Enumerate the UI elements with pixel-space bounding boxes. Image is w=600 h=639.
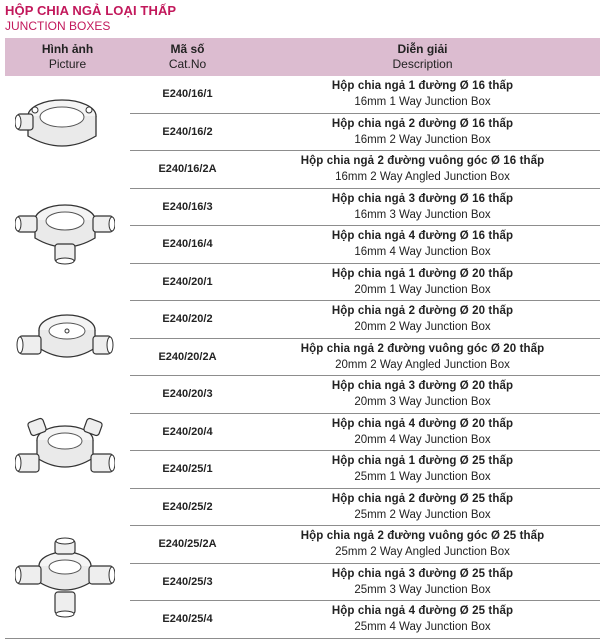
table-header: [5, 38, 600, 76]
cat-no: E240/20/2: [162, 313, 213, 326]
description: [245, 603, 600, 635]
description: [245, 191, 600, 223]
description-vi: Hộp chia ngả 4 đường Ø 20 thấp: [331, 417, 514, 430]
description-en: 25mm 3 Way Junction Box: [354, 583, 491, 596]
description-vi: Hộp chia ngả 3 đường Ø 16 thấp: [331, 192, 514, 205]
description-vi: Hộp chia ngả 1 đường Ø 16 thấp: [331, 80, 514, 92]
description: [245, 416, 600, 448]
description-vi: Hộp chia ngả 2 đường vuông góc Ø 20 thấp: [300, 342, 545, 355]
cat-no: E240/20/4: [162, 425, 213, 438]
cat-no: E240/25/2: [162, 500, 213, 513]
cat-no: E240/16/2A: [158, 163, 217, 176]
cat-no: E240/16/1: [162, 88, 213, 101]
description-en: 25mm 2 Way Angled Junction Box: [335, 546, 510, 558]
description-en: 20mm 2 Way Angled Junction Box: [335, 358, 510, 371]
description-vi: Hộp chia ngả 4 đường Ø 25 thấp: [331, 605, 514, 617]
cat-no: E240/25/3: [162, 575, 213, 588]
four-way-junction-box-icon: [15, 536, 115, 620]
cat-no: E240/25/1: [162, 463, 213, 476]
description-en: 16mm 3 Way Junction Box: [354, 208, 491, 221]
description: [245, 491, 600, 523]
description-en: 25mm 1 Way Junction Box: [354, 471, 491, 483]
description: [245, 453, 600, 485]
cat-no: E240/16/2: [162, 125, 213, 138]
description: [245, 566, 600, 598]
picture-column: [5, 76, 130, 636]
header-description-vi: Diễn giải: [397, 42, 448, 56]
header-catno-en: Cat.No: [168, 57, 207, 71]
description-vi: Hộp chia ngả 2 đường Ø 25 thấp: [331, 492, 514, 505]
description-vi: Hộp chia ngả 2 đường Ø 16 thấp: [331, 117, 514, 130]
description: [245, 228, 600, 260]
description-vi: Hộp chia ngả 2 đường vuông góc Ø 25 thấp: [300, 530, 545, 542]
description-vi: Hộp chia ngả 1 đường Ø 25 thấp: [331, 455, 514, 467]
header-description-en: Description: [392, 57, 453, 71]
cat-no: E240/20/3: [162, 388, 213, 401]
description: [245, 341, 600, 373]
description-en: 20mm 4 Way Junction Box: [354, 433, 491, 446]
description-en: 20mm 2 Way Junction Box: [354, 321, 491, 333]
description: [245, 266, 600, 298]
description-en: 16mm 4 Way Junction Box: [354, 246, 491, 258]
cat-no: E240/25/2A: [158, 538, 217, 551]
page-subtitle: JUNCTION BOXES: [5, 19, 111, 33]
description-vi: Hộp chia ngả 1 đường Ø 20 thấp: [331, 267, 514, 280]
description: [245, 78, 600, 110]
description: [245, 116, 600, 148]
cat-no: E240/20/1: [162, 275, 213, 288]
one-way-junction-box-icon: [15, 90, 110, 160]
header-picture-vi: Hình ảnh: [41, 42, 94, 56]
description: [245, 528, 600, 560]
description-vi: Hộp chia ngả 2 đường Ø 20 thấp: [331, 305, 514, 317]
cat-no: E240/25/4: [162, 613, 213, 626]
description: [245, 303, 600, 335]
description-vi: Hộp chia ngả 3 đường Ø 25 thấp: [331, 567, 514, 580]
description: [245, 153, 600, 185]
description-en: 16mm 2 Way Angled Junction Box: [335, 171, 510, 183]
description-en: 25mm 4 Way Junction Box: [354, 621, 491, 633]
header-catno-vi: Mã số: [170, 42, 205, 56]
cat-no: E240/16/4: [162, 238, 213, 251]
description-en: 16mm 1 Way Junction Box: [354, 96, 491, 108]
two-way-junction-box-icon: [15, 306, 115, 378]
header-picture: [5, 42, 130, 72]
header-description: [245, 42, 600, 72]
page-title: HỘP CHIA NGẢ LOẠI THẤP: [5, 3, 177, 18]
description-en: 16mm 2 Way Junction Box: [354, 133, 491, 146]
description-vi: Hộp chia ngả 2 đường vuông góc Ø 16 thấp: [300, 155, 545, 167]
cat-no: E240/20/2A: [158, 350, 217, 363]
description-en: 25mm 2 Way Junction Box: [354, 508, 491, 521]
four-way-angled-junction-box-icon: [15, 414, 115, 490]
three-way-junction-box-icon: [15, 194, 115, 266]
description-en: 20mm 1 Way Junction Box: [354, 283, 491, 296]
description-en: 20mm 3 Way Junction Box: [354, 396, 491, 408]
cat-no: E240/16/3: [162, 200, 213, 213]
header-catno: [130, 42, 245, 72]
header-picture-en: Picture: [48, 57, 87, 71]
description-vi: Hộp chia ngả 3 đường Ø 20 thấp: [331, 380, 514, 392]
description-vi: Hộp chia ngả 4 đường Ø 16 thấp: [331, 230, 514, 242]
description: [245, 378, 600, 410]
